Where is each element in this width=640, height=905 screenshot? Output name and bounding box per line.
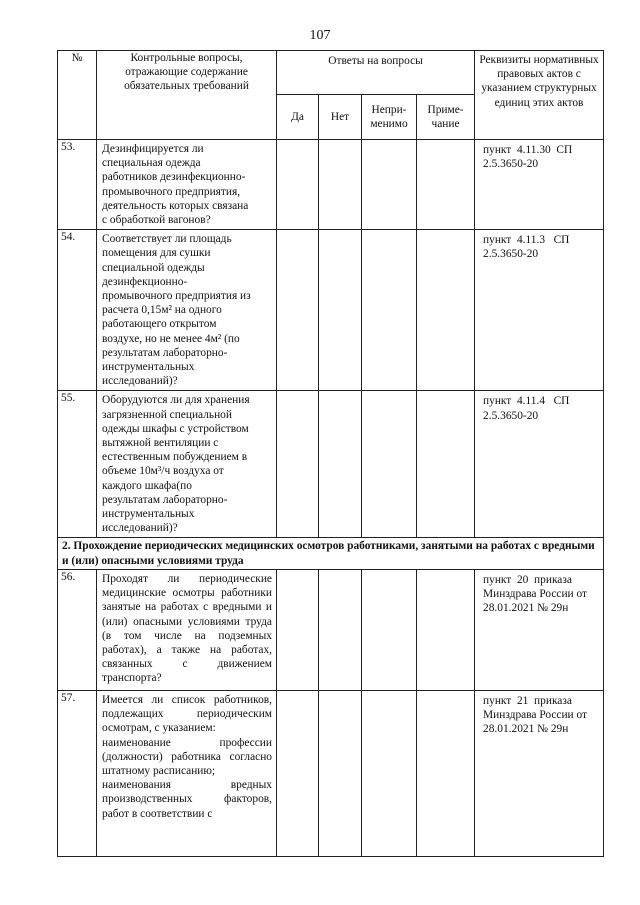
- question-text: Имеется ли список работников, подлежащих периодическим осмотрам, с указанием: наименование профессии (должности) работника согласно штатному расписанию; наименования вредных производственных факторов, работ в соответствии с: [97, 690, 277, 856]
- requisite-line-2: Минздрава России от 28.01.2021 № 29н: [483, 709, 588, 736]
- answer-no-cell[interactable]: [319, 569, 362, 690]
- answer-na-cell[interactable]: [362, 230, 417, 391]
- answer-yes-cell[interactable]: [277, 690, 319, 856]
- answer-na-cell[interactable]: [362, 391, 417, 538]
- section-header-row: [58, 538, 604, 569]
- requisite-cell: [475, 140, 604, 230]
- answer-note-cell[interactable]: [417, 391, 475, 538]
- requisite-line-1: пункт 4.11.4 СП: [483, 395, 570, 408]
- answer-note-cell[interactable]: [417, 690, 475, 856]
- requisite-line-2: 2.5.3650-20: [483, 409, 539, 422]
- answer-no-cell[interactable]: [319, 391, 362, 538]
- answer-yes-cell[interactable]: [277, 391, 319, 538]
- table-row: [58, 230, 604, 391]
- requisite-line-2: 2.5.3650-20: [483, 248, 539, 261]
- requisite-cell: [475, 230, 604, 391]
- requisite-line-2: Минздрава России от 28.01.2021 № 29н: [483, 588, 588, 615]
- table-row: [58, 140, 604, 230]
- header-not-applicable: Непри- менимо: [362, 95, 417, 140]
- header-questions: Контрольные вопросы, отражающие содержание обязательных требований: [97, 51, 277, 140]
- question-text: Проходят ли периодические медицинские осмотры работники занятые на работах с вредными и (или) опасными условиями труда (в том числе на подземных работах), а также на работах, связанных с движением транспорта?: [97, 569, 277, 690]
- answer-yes-cell[interactable]: [277, 230, 319, 391]
- answer-note-cell[interactable]: [417, 140, 475, 230]
- requisite-cell: [475, 569, 604, 690]
- row-number: 56.: [58, 569, 97, 690]
- checklist-table: [57, 50, 604, 857]
- requisite-line-1: пункт 4.11.30 СП: [483, 144, 573, 156]
- table-row: [58, 391, 604, 538]
- row-number: 54.: [58, 230, 97, 391]
- row-number: 57.: [58, 690, 97, 856]
- header-requisites: Реквизиты нормативных правовых актов с указанием структурных единиц этих актов: [475, 51, 604, 140]
- requisite-line-2: 2.5.3650-20: [483, 158, 539, 171]
- question-text: Дезинфицируется ли специальная одежда работников дезинфекционно- промывочного предприятия, деятельность которых связана с обработкой вагонов?: [97, 140, 277, 230]
- requisite-line-1: пункт 4.11.3 СП: [483, 234, 570, 247]
- header-no: Нет: [319, 95, 362, 140]
- requisite-line-1: пункт 20 приказа: [483, 573, 572, 586]
- row-number: 55.: [58, 391, 97, 538]
- header-yes: Да: [277, 95, 319, 140]
- header-answers: Ответы на вопросы: [277, 51, 475, 95]
- page-number: 107: [309, 28, 331, 43]
- answer-na-cell[interactable]: [362, 569, 417, 690]
- question-text: Соответствует ли площадь помещения для сушки специальной одежды дезинфекционно- промывочного предприятия из расчета 0,15м² на одного работающего открытом воздухе, но не менее 4м² (по результатам лабораторно- инструментальных исследований)?: [97, 230, 277, 391]
- requisite-cell: [475, 690, 604, 856]
- section-title: 2. Прохождение периодических медицинских осмотров работниками, занятыми на работах с вредными и (или) опасными условиями труда: [58, 538, 604, 569]
- requisite-cell: [475, 391, 604, 538]
- header-row: [58, 51, 604, 95]
- header-note: Приме- чание: [417, 95, 475, 140]
- answer-no-cell[interactable]: [319, 140, 362, 230]
- answer-note-cell[interactable]: [417, 569, 475, 690]
- answer-yes-cell[interactable]: [277, 569, 319, 690]
- row-number: 53.: [58, 140, 97, 230]
- answer-no-cell[interactable]: [319, 230, 362, 391]
- table-row: [58, 690, 604, 856]
- answer-note-cell[interactable]: [417, 230, 475, 391]
- header-num: №: [58, 51, 97, 140]
- table-row: [58, 569, 604, 690]
- requisite-line-1: пункт 21 приказа: [483, 694, 572, 707]
- answer-na-cell[interactable]: [362, 690, 417, 856]
- answer-yes-cell[interactable]: [277, 140, 319, 230]
- answer-na-cell[interactable]: [362, 140, 417, 230]
- question-text: Оборудуются ли для хранения загрязненной специальной одежды шкафы с устройством вытяжной вентиляции с естественным побуждением в объеме 10м³/ч воздуха от каждого шкафа(по результатам лабораторно- инструментальных исследований)?: [97, 391, 277, 538]
- answer-no-cell[interactable]: [319, 690, 362, 856]
